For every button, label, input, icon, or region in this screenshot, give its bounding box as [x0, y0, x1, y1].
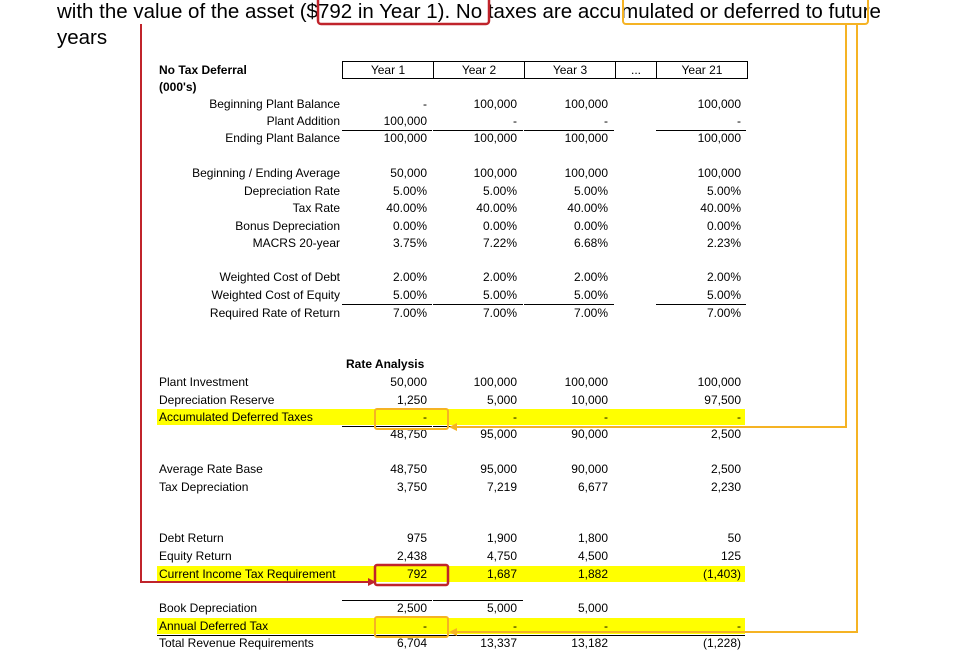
row-value: 100,000	[697, 131, 741, 145]
rate-row-value: 5,000	[486, 601, 517, 615]
headline-text-accumulated: accumulated or deferred	[577, 0, 801, 23]
row-value: 2.00%	[482, 270, 517, 284]
row-value: 40.00%	[700, 201, 741, 215]
rate-row-value: -	[737, 619, 741, 633]
headline-text-c: to future	[800, 0, 881, 23]
rate-row-value: 50,000	[390, 375, 427, 389]
rate-row-value: 2,500	[710, 462, 741, 476]
row-label: Tax Rate	[292, 201, 340, 215]
row-value: 100,000	[473, 166, 517, 180]
rate-row-value: 1,882	[577, 567, 608, 581]
rate-row-value: 2,500	[396, 601, 427, 615]
rate-row-value: 13,337	[480, 636, 517, 650]
row-value: 6.68%	[573, 236, 608, 250]
row-value: 100,000	[564, 97, 608, 111]
rate-analysis-title: Rate Analysis	[346, 357, 425, 371]
rate-row-value: 48,750	[390, 427, 427, 441]
rate-row-value: -	[737, 410, 741, 424]
column-underline	[433, 130, 523, 131]
row-label: Weighted Cost of Equity	[211, 288, 340, 302]
row-value: 5.00%	[392, 288, 427, 302]
column-underline	[433, 426, 523, 427]
rate-row-value: -	[513, 410, 517, 424]
rate-row-value: 4,750	[486, 549, 517, 563]
row-value: 100,000	[564, 166, 608, 180]
rate-row-value: 90,000	[571, 427, 608, 441]
rate-row-value: 6,677	[577, 480, 608, 494]
rate-row-value: 2,230	[710, 480, 741, 494]
row-value: 7.00%	[482, 306, 517, 320]
row-value: 50,000	[390, 166, 427, 180]
rate-row-value: 6,704	[396, 636, 427, 650]
col-header-year2: Year 2	[433, 61, 525, 79]
row-value: 2.23%	[706, 236, 741, 250]
row-value: 5.00%	[482, 288, 517, 302]
headline-text-792: ($792 in Year 1).	[299, 0, 451, 23]
row-value: 5.00%	[706, 288, 741, 302]
rate-row-value: -	[604, 410, 608, 424]
rate-row-value: 95,000	[480, 462, 517, 476]
row-value: 100,000	[383, 114, 427, 128]
row-value: -	[737, 114, 741, 128]
col-header-year21: Year 21	[656, 61, 748, 79]
row-value: 5.00%	[706, 184, 741, 198]
column-underline	[656, 304, 746, 305]
row-value: 5.00%	[573, 184, 608, 198]
rate-row-value: 975	[406, 531, 427, 545]
row-value: 2.00%	[573, 270, 608, 284]
column-underline	[524, 426, 614, 427]
rate-row-value: 1,800	[577, 531, 608, 545]
col-header-year3: Year 3	[524, 61, 616, 79]
rate-row-label: Current Income Tax Requirement	[159, 567, 336, 581]
rate-row-value: 97,500	[704, 393, 741, 407]
row-value: 3.75%	[392, 236, 427, 250]
col-header-ellipsis: ...	[615, 61, 657, 79]
column-underline	[656, 426, 746, 427]
row-value: 7.00%	[392, 306, 427, 320]
col-header-year1: Year 1	[342, 61, 434, 79]
row-value: 2.00%	[392, 270, 427, 284]
rate-row-label: Accumulated Deferred Taxes	[159, 410, 313, 424]
row-value: 7.00%	[706, 306, 741, 320]
row-value: 100,000	[473, 131, 517, 145]
rate-row-value: 1,687	[486, 567, 517, 581]
rate-row-value: (1,228)	[702, 636, 741, 650]
row-label: Weighted Cost of Debt	[219, 270, 340, 284]
row-value: 0.00%	[706, 219, 741, 233]
rate-row-value: 100,000	[473, 375, 517, 389]
rate-row-value: -	[423, 619, 427, 633]
row-value: 5.00%	[392, 184, 427, 198]
rate-row-value: (1,403)	[702, 567, 741, 581]
row-value: 100,000	[564, 131, 608, 145]
rate-row-value: 2,438	[396, 549, 427, 563]
rate-row-value: 5,000	[486, 393, 517, 407]
rate-row-label: Average Rate Base	[159, 462, 263, 476]
rate-row-value: 7,219	[486, 480, 517, 494]
row-label: Ending Plant Balance	[225, 131, 340, 145]
row-value: 100,000	[473, 97, 517, 111]
rate-row-value: 5,000	[577, 601, 608, 615]
row-value: 0.00%	[392, 219, 427, 233]
rate-row-label: Plant Investment	[159, 375, 249, 389]
row-value: -	[423, 97, 427, 111]
row-value: 7.00%	[573, 306, 608, 320]
rate-row-label: Equity Return	[159, 549, 232, 563]
column-underline	[342, 600, 432, 601]
row-value: 2.00%	[706, 270, 741, 284]
row-label: Bonus Depreciation	[235, 219, 340, 233]
row-value: 100,000	[697, 97, 741, 111]
rate-row-label: Total Revenue Requirements	[159, 636, 314, 650]
table-title: No Tax Deferral	[159, 63, 247, 77]
column-underline	[524, 130, 614, 131]
column-underline	[433, 304, 523, 305]
column-underline	[342, 304, 432, 305]
headline-text-b: No taxes are	[450, 0, 578, 23]
row-value: 0.00%	[573, 219, 608, 233]
rate-row-label: Book Depreciation	[159, 601, 258, 615]
column-underline	[342, 426, 432, 427]
column-underline	[157, 635, 745, 636]
row-label: Plant Addition	[266, 114, 340, 128]
column-underline	[433, 600, 523, 601]
rate-row-value: 100,000	[697, 375, 741, 389]
row-label: Beginning / Ending Average	[192, 166, 340, 180]
rate-row-value: -	[423, 410, 427, 424]
rate-row-value: -	[513, 619, 517, 633]
rate-row-value: 50	[727, 531, 741, 545]
row-value: -	[604, 114, 608, 128]
column-underline	[656, 130, 746, 131]
row-value: 100,000	[383, 131, 427, 145]
row-label: Depreciation Rate	[243, 184, 340, 198]
rate-row-value: 2,500	[710, 427, 741, 441]
rate-row-value: 100,000	[564, 375, 608, 389]
row-value: 100,000	[697, 166, 741, 180]
rate-row-label: Tax Depreciation	[159, 480, 249, 494]
headline-text-a: with the value of the asset	[57, 0, 300, 23]
rate-row-value: 3,750	[396, 480, 427, 494]
rate-row-label: Depreciation Reserve	[159, 393, 275, 407]
rate-row-value: 10,000	[571, 393, 608, 407]
rate-row-value: 90,000	[571, 462, 608, 476]
row-value: 40.00%	[386, 201, 427, 215]
row-value: 0.00%	[482, 219, 517, 233]
headline-line-2: years	[57, 26, 108, 49]
row-label: Beginning Plant Balance	[209, 97, 340, 111]
rate-row-value: 4,500	[577, 549, 608, 563]
rate-row-value: 13,182	[571, 636, 608, 650]
row-label: MACRS 20-year	[252, 236, 340, 250]
rate-row-label: Debt Return	[159, 531, 224, 545]
rate-row-value: 95,000	[480, 427, 517, 441]
row-value: 5.00%	[573, 288, 608, 302]
row-value: 5.00%	[482, 184, 517, 198]
row-value: 7.22%	[482, 236, 517, 250]
rate-row-value: 125	[720, 549, 741, 563]
column-underline	[342, 130, 432, 131]
rate-row-value: 48,750	[390, 462, 427, 476]
rate-row-label: Annual Deferred Tax	[159, 619, 269, 633]
rate-row-value: 1,900	[486, 531, 517, 545]
rate-row-value: 792	[406, 567, 427, 581]
row-value: -	[513, 114, 517, 128]
rate-row-value: 1,250	[396, 393, 427, 407]
column-underline	[524, 304, 614, 305]
row-label: Required Rate of Return	[209, 306, 340, 320]
row-value: 40.00%	[567, 201, 608, 215]
rate-row-value: -	[604, 619, 608, 633]
table-subtitle: (000's)	[159, 80, 197, 94]
row-value: 40.00%	[476, 201, 517, 215]
